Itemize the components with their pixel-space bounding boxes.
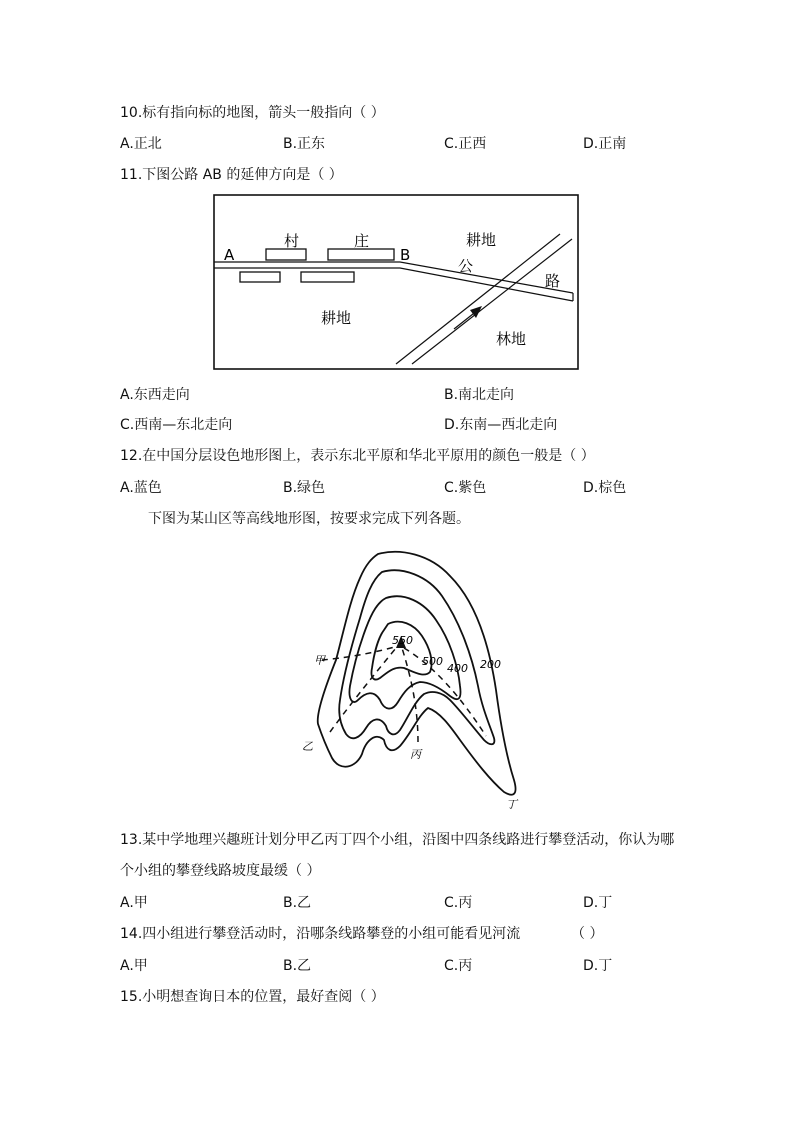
q11-stem: 11.下图公路 AB 的延伸方向是（ ） bbox=[120, 167, 343, 183]
label-road-1: 公 bbox=[458, 257, 474, 275]
q12-option-a: A.蓝色 bbox=[120, 480, 162, 496]
elev-label-200: 200 bbox=[480, 658, 501, 671]
q14-option-a: A.甲 bbox=[120, 958, 148, 974]
road-ab-bottom bbox=[214, 268, 573, 301]
route-label-bing: 丙 bbox=[410, 748, 421, 761]
route-label-jia: 甲 bbox=[314, 654, 325, 667]
label-road-2: 路 bbox=[545, 272, 561, 290]
elev-label-500: 500 bbox=[422, 655, 443, 668]
label-b: B bbox=[400, 246, 411, 264]
q13-option-d: D.丁 bbox=[583, 895, 613, 911]
building-2 bbox=[328, 249, 394, 260]
q10-option-c: C.正西 bbox=[444, 136, 487, 152]
q12-option-c: C.紫色 bbox=[444, 480, 487, 496]
diagonal-road-left bbox=[396, 234, 560, 364]
q13-option-c: C.丙 bbox=[444, 895, 473, 911]
label-forest: 林地 bbox=[496, 330, 527, 348]
building-3 bbox=[240, 272, 280, 282]
q10-option-d: D.正南 bbox=[583, 136, 627, 152]
q11-option-b: B.南北走向 bbox=[444, 387, 515, 403]
route-label-yi: 乙 bbox=[302, 740, 313, 753]
q12-stem: 12.在中国分层设色地形图上，表示东北平原和华北平原用的颜色一般是（ ） bbox=[120, 448, 595, 464]
route-bing bbox=[402, 648, 418, 742]
contour-400 bbox=[349, 596, 460, 708]
q14-paren: （ ） bbox=[571, 926, 604, 942]
contour-map-figure bbox=[300, 540, 530, 815]
q15-stem: 15.小明想查询日本的位置，最好查阅（ ） bbox=[120, 989, 385, 1005]
contour-intro: 下图为某山区等高线地形图，按要求完成下列各题。 bbox=[148, 511, 470, 527]
label-farmland-top: 耕地 bbox=[466, 231, 497, 249]
building-1 bbox=[266, 249, 306, 260]
q11-option-d: D.东南—西北走向 bbox=[444, 417, 558, 433]
q14-option-c: C.丙 bbox=[444, 958, 473, 974]
q13-option-a: A.甲 bbox=[120, 895, 148, 911]
route-yi bbox=[330, 648, 396, 732]
q10-stem: 10.标有指向标的地图，箭头一般指向（ ） bbox=[120, 105, 385, 121]
label-village-1: 村 bbox=[284, 232, 300, 250]
q13-stem-line2: 个小组的攀登线路坡度最缓（ ） bbox=[120, 863, 321, 879]
q11-option-c: C.西南—东北走向 bbox=[120, 417, 233, 433]
q11-option-a: A.东西走向 bbox=[120, 387, 190, 403]
q14-stem: 14.四小组进行攀登活动时，沿哪条线路攀登的小组可能看见河流 bbox=[120, 926, 521, 942]
route-label-ding: 丁 bbox=[506, 798, 517, 811]
elev-label-400: 400 bbox=[447, 662, 468, 675]
q12-option-d: D.棕色 bbox=[583, 480, 627, 496]
q14-option-d: D.丁 bbox=[583, 958, 613, 974]
q10-option-b: B.正东 bbox=[283, 136, 326, 152]
q13-option-b: B.乙 bbox=[283, 895, 312, 911]
building-4 bbox=[301, 272, 354, 282]
label-village-2: 庄 bbox=[354, 232, 370, 250]
elev-label-550: 550 bbox=[392, 634, 413, 647]
q10-option-a: A.正北 bbox=[120, 136, 162, 152]
q12-option-b: B.绿色 bbox=[283, 480, 326, 496]
label-a: A bbox=[224, 246, 235, 264]
label-farmland-bottom: 耕地 bbox=[321, 309, 352, 327]
north-arrow-head bbox=[470, 306, 482, 318]
road-map-figure bbox=[210, 192, 582, 372]
diagonal-road-right bbox=[412, 239, 572, 364]
q13-stem-line1: 13.某中学地理兴趣班计划分甲乙丙丁四个小组，沿图中四条线路进行攀登活动，你认为哪 bbox=[120, 832, 675, 848]
q14-option-b: B.乙 bbox=[283, 958, 312, 974]
